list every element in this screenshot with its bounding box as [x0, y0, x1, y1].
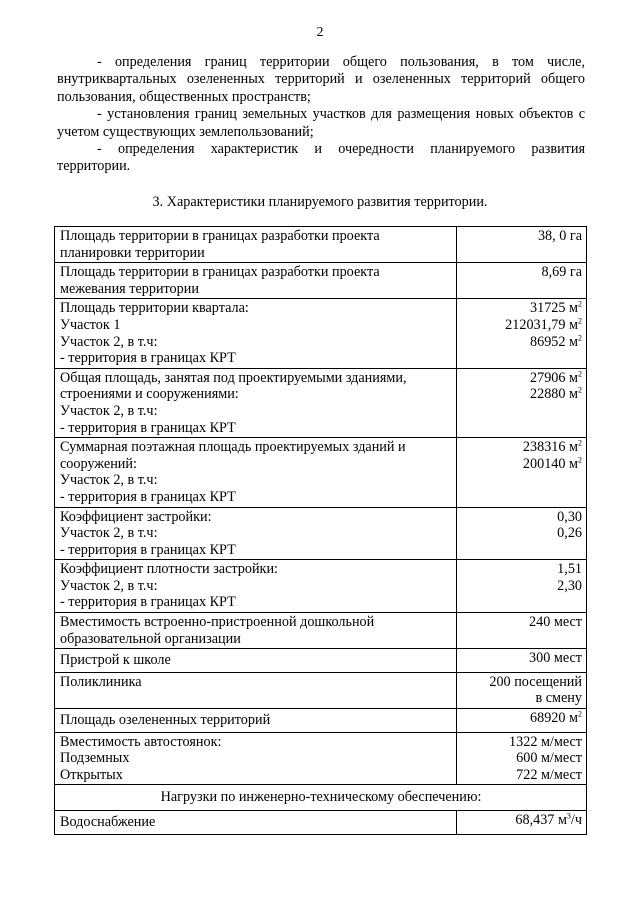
table-row	[55, 649, 587, 673]
intro-paragraph: - установления границ земельных участков для размещения новых объектов с учетом существующих землепользований;	[57, 106, 585, 140]
row-value: 238316 $м^2$ 200140 $м^2$	[457, 438, 587, 507]
intro-paragraph: - определения границ территории общего пользования, в том числе, внутриквартальных озелененных территорий и озелененных территорий общего пользования, общественных пространств;	[57, 54, 585, 105]
row-value: 1322 м/мест 600 м/мест 722 м/мест	[457, 732, 587, 785]
row-label: Поликлиника	[55, 672, 457, 708]
page-number: 2	[316, 25, 324, 40]
row-label: Площадь территории в границах разработки проекта планировки территории	[55, 227, 457, 263]
row-label: Вместимость встроенно-пристроенной дошкольной образовательной организации	[55, 613, 457, 649]
characteristics-table	[54, 226, 587, 835]
row-label: Общая площадь, занятая под проектируемыми зданиями, строениями и сооружениями: Участок 2, в т.ч: - территория в границах КРТ	[55, 368, 457, 437]
table-row	[55, 785, 587, 811]
table-row	[55, 299, 587, 368]
row-label: Суммарная поэтажная площадь проектируемых зданий и сооружений: Участок 2, в т.ч: - территория в границах КРТ	[55, 438, 457, 507]
row-value: 0,30 0,26	[457, 507, 587, 560]
row-value: 300 мест	[457, 649, 587, 673]
table-row	[55, 732, 587, 785]
row-label: Площадь озелененных территорий	[55, 709, 457, 733]
row-label: Коэффициент плотности застройки: Участок 2, в т.ч: - территория в границах КРТ	[55, 560, 457, 613]
table-row	[55, 560, 587, 613]
table-row	[55, 709, 587, 733]
row-label: Вместимость автостоянок: Подземных Открытых	[55, 732, 457, 785]
table-row	[55, 227, 587, 263]
table-row	[55, 613, 587, 649]
table-row	[55, 811, 587, 835]
table-row	[55, 672, 587, 708]
row-value: 240 мест	[457, 613, 587, 649]
row-value: 27906 $м^2$ 22880 $м^2$	[457, 368, 587, 437]
row-value: 31725 $м^2$ 212031,79 $м^2$ 86952 $м^2$	[457, 299, 587, 368]
intro-text	[57, 54, 585, 176]
row-value: 1,51 2,30	[457, 560, 587, 613]
row-value: 38, 0 га	[457, 227, 587, 263]
row-label: Площадь территории в границах разработки проекта межевания территории	[55, 263, 457, 299]
row-label: Коэффициент застройки: Участок 2, в т.ч: - территория в границах КРТ	[55, 507, 457, 560]
row-value: 68920 $м^2$	[457, 709, 587, 733]
row-label: Пристрой к школе	[55, 649, 457, 673]
section-heading: 3. Характеристики планируемого развития территории.	[152, 194, 488, 210]
table-row	[55, 368, 587, 437]
table-row	[55, 438, 587, 507]
table-row	[55, 263, 587, 299]
section-row-label: Нагрузки по инженерно-техническому обеспечению:	[55, 785, 587, 811]
row-value: 68,437 $м^3/ч$	[457, 811, 587, 835]
intro-paragraph: - определения характеристик и очередности планируемого развития территории.	[57, 141, 585, 175]
table-row	[55, 507, 587, 560]
row-label: Площадь территории квартала: Участок 1 Участок 2, в т.ч: - территория в границах КРТ	[55, 299, 457, 368]
row-value: 8,69 га	[457, 263, 587, 299]
row-label: Водоснабжение	[55, 811, 457, 835]
row-value: 200 посещений в смену	[457, 672, 587, 708]
